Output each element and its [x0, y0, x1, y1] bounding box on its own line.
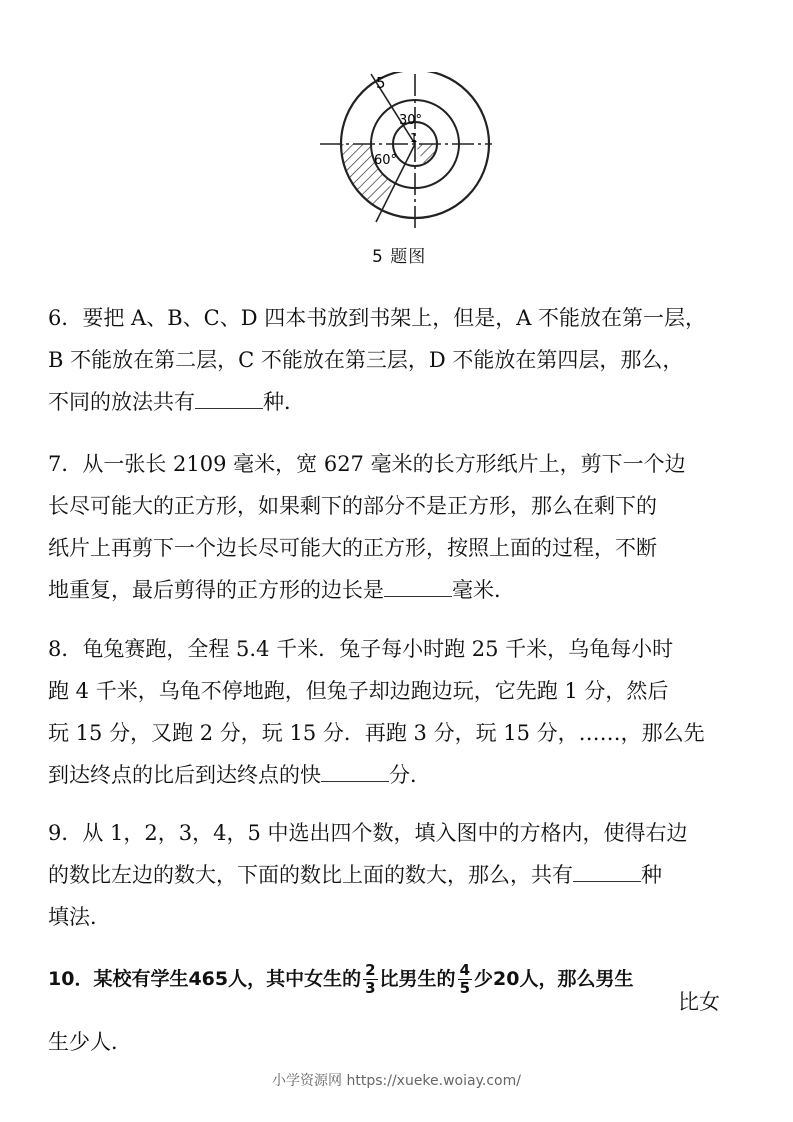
q7-line-2: 长尽可能大的正方形，如果剩下的部分不是正方形，那么在剩下的	[48, 494, 657, 518]
fig-number-label: 5	[376, 74, 386, 92]
answer-blank[interactable]	[195, 386, 263, 409]
page-footer: 小学资源网 https://xueke.woiay.com/	[272, 1073, 521, 1089]
q8-text-after-blank: 分．	[389, 763, 431, 787]
figure-caption: 5 题图	[372, 247, 427, 267]
question5-figure	[316, 72, 496, 232]
q8-line-3: 玩 15 分，又跑 2 分，玩 15 分．再跑 3 分，玩 15 分，……，那么先	[48, 721, 705, 745]
angle-center-label: 1	[410, 131, 418, 145]
angle-bottom-label: 60°	[374, 153, 398, 168]
answer-blank[interactable]	[321, 759, 389, 782]
fraction-two-thirds	[363, 962, 377, 997]
q7-text-after-blank: 毫米．	[452, 578, 515, 602]
question-7	[48, 443, 748, 611]
answer-blank[interactable]	[384, 574, 452, 597]
fraction-denominator: 5	[459, 979, 470, 997]
fraction-numerator: 4	[459, 961, 470, 979]
q10-line-2: 生少人．	[48, 1030, 132, 1054]
fraction-numerator: 2	[365, 961, 376, 979]
q8-line-2: 跑 4 千米，乌龟不停地跑，但兔子却边跑边玩，它先跑 1 分，然后	[48, 679, 669, 703]
q10-part-2: 比男生的	[379, 968, 456, 990]
q10-part-1: 10．某校有学生465人，其中女生的	[48, 968, 362, 990]
angle-top-label: 30°	[399, 113, 423, 128]
fraction-four-fifths	[458, 962, 472, 997]
fraction-denominator: 3	[365, 979, 376, 997]
question-6	[48, 297, 748, 423]
q10-part-3: 少20人，那么男生	[474, 968, 634, 990]
answer-blank[interactable]	[573, 859, 641, 882]
q6-line-3	[48, 381, 748, 423]
q8-line-1: 8．龟兔赛跑，全程 5.4 千米．兔子每小时跑 25 千米，乌龟每小时	[48, 637, 674, 661]
q10-tail: 比女	[678, 990, 720, 1014]
q6-line-1: 6．要把 A、B、C、D 四本书放到书架上，但是，A 不能放在第一层，	[48, 306, 707, 330]
q9-line-1: 9．从 1，2，3，4，5 中选出四个数，填入图中的方格内，使得右边	[48, 821, 688, 845]
q7-text-before-blank: 地重复，最后剪得的正方形的边长是	[48, 578, 384, 602]
question-9	[48, 812, 748, 938]
q9-line-2	[48, 854, 748, 896]
q9-text-after-blank: 种	[641, 863, 662, 887]
q6-text-before-blank: 不同的放法共有	[48, 390, 195, 414]
question-10	[48, 962, 633, 997]
q7-line-1: 7．从一张长 2109 毫米，宽 627 毫米的长方形纸片上，剪下一个边	[48, 452, 686, 476]
q6-text-after-blank: 种．	[263, 390, 305, 414]
q7-line-3: 纸片上再剪下一个边长尽可能大的正方形，按照上面的过程，不断	[48, 536, 657, 560]
q9-line-3: 填法．	[48, 905, 111, 929]
q6-line-2: B 不能放在第二层，C 不能放在第三层，D 不能放在第四层，那么，	[48, 348, 684, 372]
q7-line-4	[48, 569, 748, 611]
q9-text-before-blank: 的数比左边的数大，下面的数比上面的数大，那么，共有	[48, 863, 573, 887]
question-8	[48, 628, 748, 796]
concentric-circles-diagram	[316, 72, 496, 232]
q8-text-before-blank: 到达终点的比后到达终点的快	[48, 763, 321, 787]
q8-line-4	[48, 754, 748, 796]
